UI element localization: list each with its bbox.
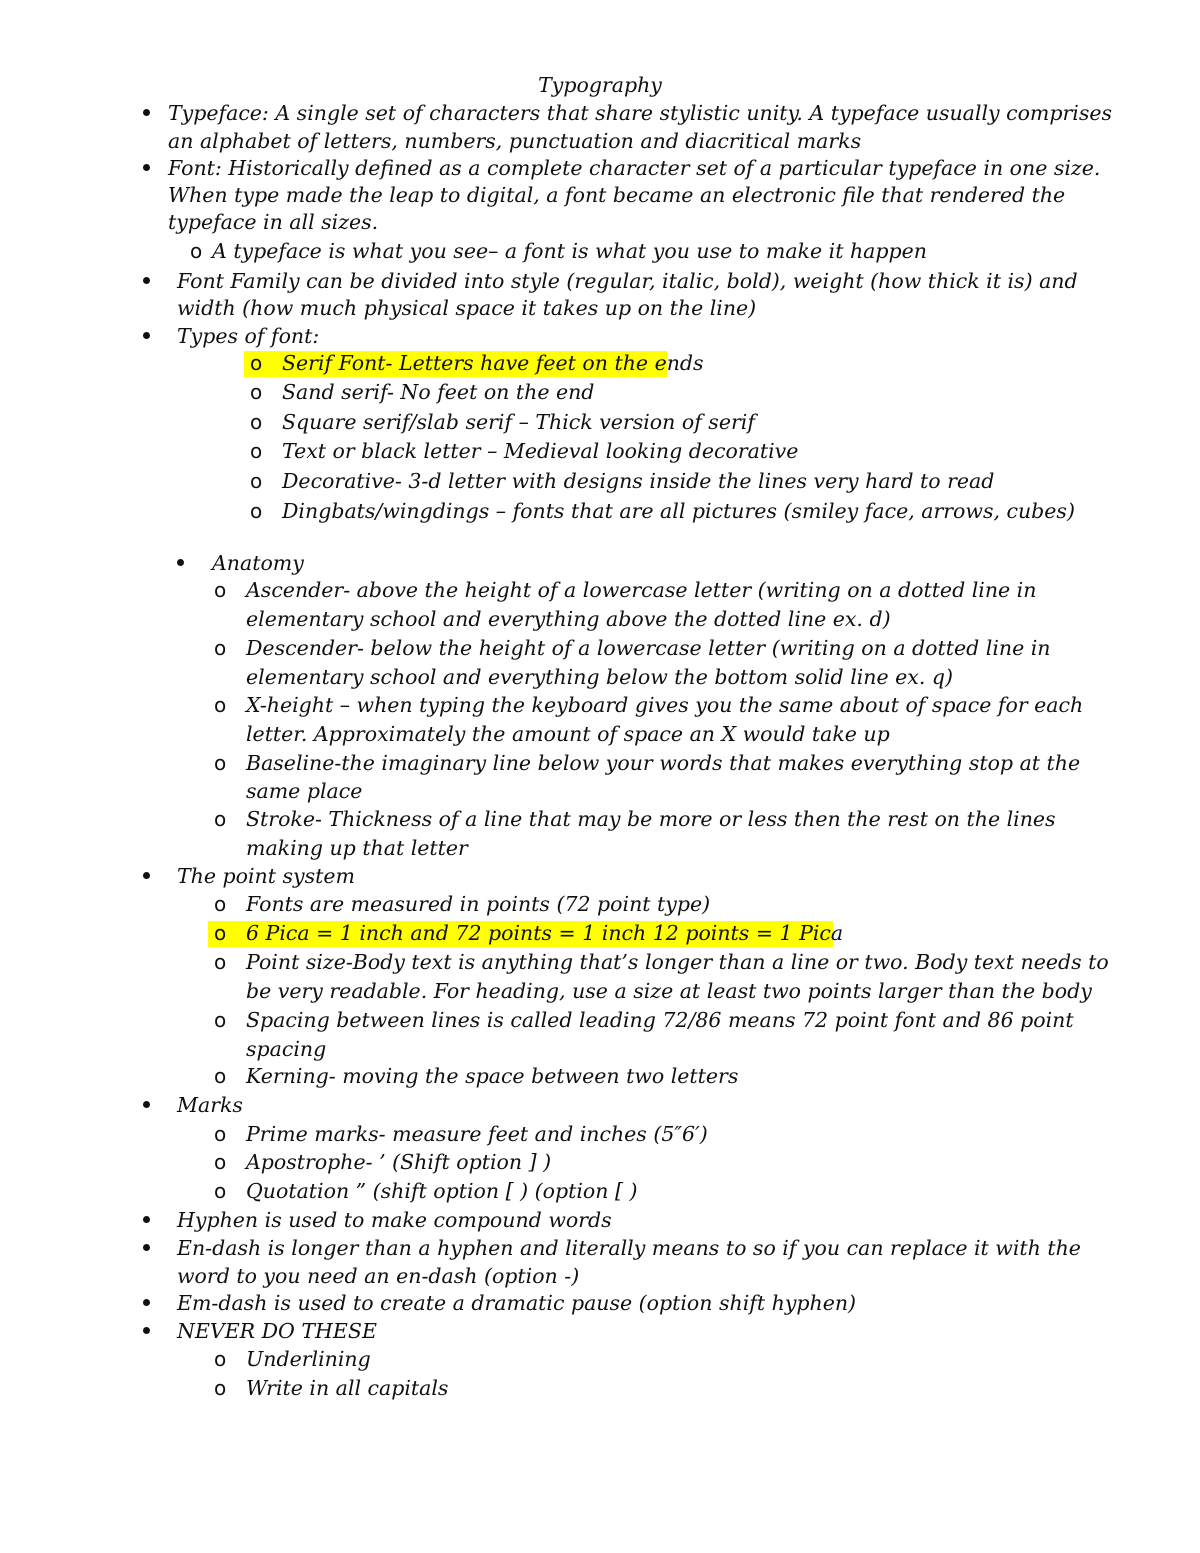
bullet: [177, 559, 184, 566]
types-item-2: Sand serif- No feet on the end: [282, 380, 595, 404]
sub-bullet: o: [214, 1376, 227, 1400]
anatomy-descender-1: Descender- below the height of a lowercase letter (writing on a dotted line in: [246, 636, 1051, 660]
point-heading: The point system: [177, 864, 355, 888]
types-item-3: Square serif/slab serif – Thick version of serif: [282, 410, 755, 434]
anatomy-stroke-2: making up that letter: [246, 836, 468, 860]
family-line-1: Font Family can be divided into style (regular, italic, bold), weight (how thick it is) and: [177, 269, 1078, 293]
sub-bullet: o: [250, 410, 263, 434]
anatomy-ascender-1: Ascender- above the height of a lowercase letter (writing on a dotted line in: [246, 578, 1037, 602]
types-heading: Types of font:: [177, 324, 320, 348]
types-item-6: Dingbats/wingdings – fonts that are all pictures (smiley face, arrows, cubes): [282, 499, 1075, 523]
sub-bullet: o: [250, 351, 263, 375]
bullet: [143, 1101, 150, 1108]
never-heading: NEVER DO THESE: [177, 1319, 377, 1343]
point-item-4-1: Spacing between lines is called leading 72/86 means 72 point font and 86 point: [246, 1008, 1074, 1032]
sub-bullet: o: [250, 499, 263, 523]
sub-bullet: o: [214, 1064, 227, 1088]
anatomy-xheight-2: letter. Approximately the amount of space an X would take up: [246, 722, 890, 746]
types-item-5: Decorative- 3-d letter with designs inside the lines very hard to read: [282, 469, 995, 493]
sub-bullet: o: [190, 239, 203, 263]
font-line-3: typeface in all sizes.: [168, 210, 379, 234]
bullet: [143, 109, 150, 116]
sub-bullet: o: [250, 439, 263, 463]
typeface-line-1: Typeface: A single set of characters that share stylistic unity. A typeface usually comprises: [168, 101, 1113, 125]
sub-bullet: o: [214, 807, 227, 831]
endash-line-1: En-dash is longer than a hyphen and literally means to so if you can replace it with the: [177, 1236, 1081, 1260]
point-item-1: Fonts are measured in points (72 point type): [246, 892, 711, 916]
point-item-4-2: spacing: [246, 1037, 327, 1061]
page-title: Typography: [538, 73, 662, 97]
sub-bullet: o: [214, 578, 227, 602]
never-item-2: Write in all capitals: [246, 1376, 449, 1400]
anatomy-ascender-2: elementary school and everything above the dotted line ex. d): [246, 607, 891, 631]
marks-heading: Marks: [177, 1093, 243, 1117]
sub-bullet: o: [214, 1122, 227, 1146]
sub-bullet: o: [214, 751, 227, 775]
anatomy-xheight-1: X-height – when typing the keyboard gives you the same about of space for each: [246, 693, 1084, 717]
sub-bullet: o: [214, 693, 227, 717]
sub-bullet: o: [214, 950, 227, 974]
marks-item-1: Prime marks- measure feet and inches (5″6′): [246, 1122, 708, 1146]
emdash-line: Em-dash is used to create a dramatic pause (option shift hyphen): [177, 1291, 857, 1315]
never-item-1: Underlining: [246, 1347, 371, 1371]
font-sub-line: A typeface is what you see– a font is what you use to make it happen: [212, 239, 927, 263]
point-item-3-1: Point size-Body text is anything that’s longer than a line or two. Body text needs to: [246, 950, 1109, 974]
types-item-1: Serif Font- Letters have feet on the ends: [282, 351, 704, 375]
sub-bullet: o: [214, 1347, 227, 1371]
types-item-4: Text or black letter – Medieval looking decorative: [282, 439, 799, 463]
hyphen-line: Hyphen is used to make compound words: [177, 1208, 612, 1232]
point-item-5: Kerning- moving the space between two letters: [246, 1064, 739, 1088]
sub-bullet: o: [214, 1150, 227, 1174]
anatomy-baseline-2: same place: [246, 779, 363, 803]
point-item-3-2: be very readable. For heading, use a size at least two points larger than the body: [246, 979, 1092, 1003]
marks-item-2: Apostrophe- ’ (Shift option ] ): [246, 1150, 552, 1174]
marks-item-3: Quotation ” (shift option [ ) (option [ ): [246, 1179, 638, 1203]
bullet: [143, 1327, 150, 1334]
bullet: [143, 277, 150, 284]
sub-bullet: o: [214, 921, 227, 945]
endash-line-2: word to you need an en-dash (option -): [177, 1264, 580, 1288]
font-line-1: Font: Historically defined as a complete character set of a particular typeface in one size.: [168, 156, 1101, 180]
bullet: [143, 1216, 150, 1223]
sub-bullet: o: [214, 1179, 227, 1203]
bullet: [143, 164, 150, 171]
anatomy-baseline-1: Baseline-the imaginary line below your words that makes everything stop at the: [246, 751, 1081, 775]
typeface-line-2: an alphabet of letters, numbers, punctuation and diacritical marks: [168, 129, 862, 153]
font-line-2: When type made the leap to digital, a font became an electronic file that rendered the: [168, 183, 1066, 207]
anatomy-stroke-1: Stroke- Thickness of a line that may be more or less then the rest on the lines: [246, 807, 1056, 831]
bullet: [143, 1299, 150, 1306]
bullet: [143, 1244, 150, 1251]
bullet: [143, 332, 150, 339]
anatomy-descender-2: elementary school and everything below the bottom solid line ex. q): [246, 665, 954, 689]
family-line-2: width (how much physical space it takes up on the line): [177, 296, 757, 320]
anatomy-heading: Anatomy: [212, 551, 304, 575]
sub-bullet: o: [250, 469, 263, 493]
sub-bullet: o: [214, 636, 227, 660]
sub-bullet: o: [214, 1008, 227, 1032]
bullet: [143, 872, 150, 879]
point-item-2: 6 Pica = 1 inch and 72 points = 1 inch 12 points = 1 Pica: [246, 921, 844, 945]
sub-bullet: o: [214, 892, 227, 916]
sub-bullet: o: [250, 380, 263, 404]
